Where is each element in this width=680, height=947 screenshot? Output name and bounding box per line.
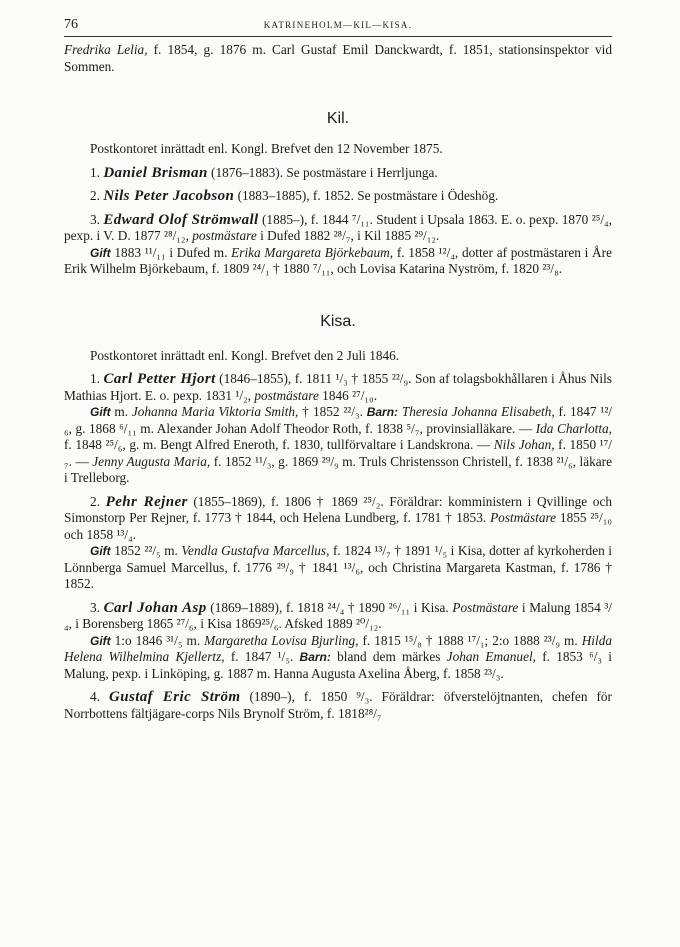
person-name: Gustaf Eric Ström xyxy=(108,689,241,705)
person-name: Nils Peter Jacobson xyxy=(103,188,235,204)
kil-entry-2: 2. Nils Peter Jacobson (1883–1885), f. 1852. Se postmästare i Ödeshög. xyxy=(90,188,499,204)
kil-entry-3: 3. Edward Olof Strömwall (1885–), f. 1844 ⁷/₁₁. Student i Upsala 1863. E. o. pexp. 1870 ²⁵/₄, pexp. i V. D. 1877 ²⁸/₁₂, postmästare i Dufed 1882 ²⁸/₇, i Kil 1885 ²⁹/₁₂. xyxy=(64,211,612,243)
kisa-entry-3: 3. Carl Johan Asp (1869–1889), f. 1818 ²⁴/₄ † 1890 ²⁶/₁₁ i Kisa. Postmästare i Malung 1854 ³/₄, i Borensberg 1865 ²⁷/₆, i Kisa 1869²⁵/₆. Afsked 1889 ²⁰/₁₂. xyxy=(64,599,612,631)
kil-entry-3-marriage: Gift 1883 ¹¹/₁₁ i Dufed m. Erika Margareta Björkebaum, f. 1858 ¹²/₄, dotter af postmästaren i Åre Erik Wilhelm Björkebaum, f. 1809 ²⁴/₁ † 1880 ⁷/₁₁, och Lovisa Katarina Nyström, f. 1820 ²³/₈. xyxy=(64,244,612,276)
kisa-founding: Postkontoret inrättadt enl. Kongl. Brefvet den 2 Juli 1846. xyxy=(90,347,400,363)
gift-label: Gift xyxy=(90,405,111,419)
person-name: Pehr Rejner xyxy=(105,493,188,510)
gift-label: Gift xyxy=(90,544,111,558)
section-title-kisa: Kisa. xyxy=(320,312,356,330)
kil-entry-1: 1. Daniel Brisman (1876–1883). Se postmästare i Herrljunga. xyxy=(90,164,438,181)
running-title: KATRINEHOLM—KIL—KISA. xyxy=(263,20,413,30)
page-number: 76 xyxy=(64,17,78,32)
kisa-entry-2: 2. Pehr Rejner (1855–1869), f. 1806 † 1869 ²⁵/₂. Föräldrar: komministern i Qvillinge och Simonstorp Per Rejner, f. 1773 † 1844, och Helena Lundberg, f. 1781 † 1853. Postmästare 1855 ²⁵/₁₀ och 1858 ¹³/₄. xyxy=(64,493,612,542)
kil-founding: Postkontoret inrättadt enl. Kongl. Brefvet den 12 November 1875. xyxy=(90,141,443,156)
page-body xyxy=(64,42,612,722)
kisa-entry-1: 1. Carl Petter Hjort (1846–1855), f. 1811 ¹/₃ † 1855 ²²/₉. Son af tolagsbokhållaren i Åhus Nils Mathias Hjort. E. o. pexp. 1831 ¹/₂, postmästare 1846 ²⁷/₁₀. xyxy=(64,371,612,403)
person-name: Edward Olof Strömwall xyxy=(103,211,259,228)
barn-label: Barn: xyxy=(366,405,399,419)
gift-label: Gift xyxy=(90,633,111,648)
kisa-entry-3-marriage: Gift 1:o 1846 ³¹/₅ m. Margaretha Lovisa Bjurling, f. 1815 ¹⁵/₈ † 1888 ¹⁷/₁; 2:o 1888 ²³/₉ m. Hilda Helena Wilhelmina Kjellertz, f. 1847 ¹/₅. Barn: bland dem märkes Johan Emanuel, f. 1853 ⁶/₃ i Malung, pexp. i Linköping, g. 1887 m. Hanna Augusta Axelina Åberg, f. 1858 ²³/₃. xyxy=(64,632,612,681)
kisa-entry-2-marriage: Gift 1852 ²²/₅ m. Vendla Gustafva Marcellus, f. 1824 ¹³/₇ † 1891 ¹/₅ i Kisa, dotter af kyrkoherden i Lönnberga Samuel Marcellus, f. 1776 ²⁹/₉ † 1841 ¹³/₆, och Christina Margareta Kastman, f. 1786 † 1852. xyxy=(64,543,612,591)
intro-paragraph: Fredrika Lelia, f. 1854, g. 1876 m. Carl Gustaf Emil Danckwardt, f. 1851, stationsinspektor vid Sommen. xyxy=(64,42,612,74)
intro-name: Fredrika Lelia, xyxy=(64,42,148,57)
section-title-kil: Kil. xyxy=(326,110,350,127)
page-header xyxy=(64,14,612,37)
person-name: Daniel Brisman xyxy=(103,164,208,181)
kisa-entry-1-marriage: Gift m. Johanna Maria Viktoria Smith, † 1852 ²²/₃. Barn: Theresia Johanna Elisabeth, f. 1847 ¹²/₆, g. 1868 ⁶/₁₁ m. Alexander Johan Adolf Theodor Roth, f. 1838 ⁵/₇, provinsialläkare. — Ida Charlotta, f. 1848 ²⁵/₆, g. m. Bengt Alfred Eneroth, f. 1830, tullförvaltare i Landskrona. — Nils Johan, f. 1850 ¹⁷/₇. — Jenny Augusta Maria, f. 1852 ¹¹/₃, g. 1869 ²⁹/₉ m. Truls Christensson Christell, f. 1838 ²¹/₆, läkare i Trelleborg. xyxy=(64,404,613,485)
person-name: Carl Johan Asp xyxy=(103,599,207,616)
person-name: Carl Petter Hjort xyxy=(103,371,216,387)
barn-label: Barn: xyxy=(299,650,331,664)
kisa-entry-4: 4. Gustaf Eric Ström (1890–), f. 1850 ⁹/₃. Föräldrar: öfverstelöjtnanten, chefen för Norrbottens fältjägare-corps Nils Brynolf Ström, f. 1818²⁸/₇ xyxy=(64,689,612,721)
gift-label: Gift xyxy=(90,245,111,260)
